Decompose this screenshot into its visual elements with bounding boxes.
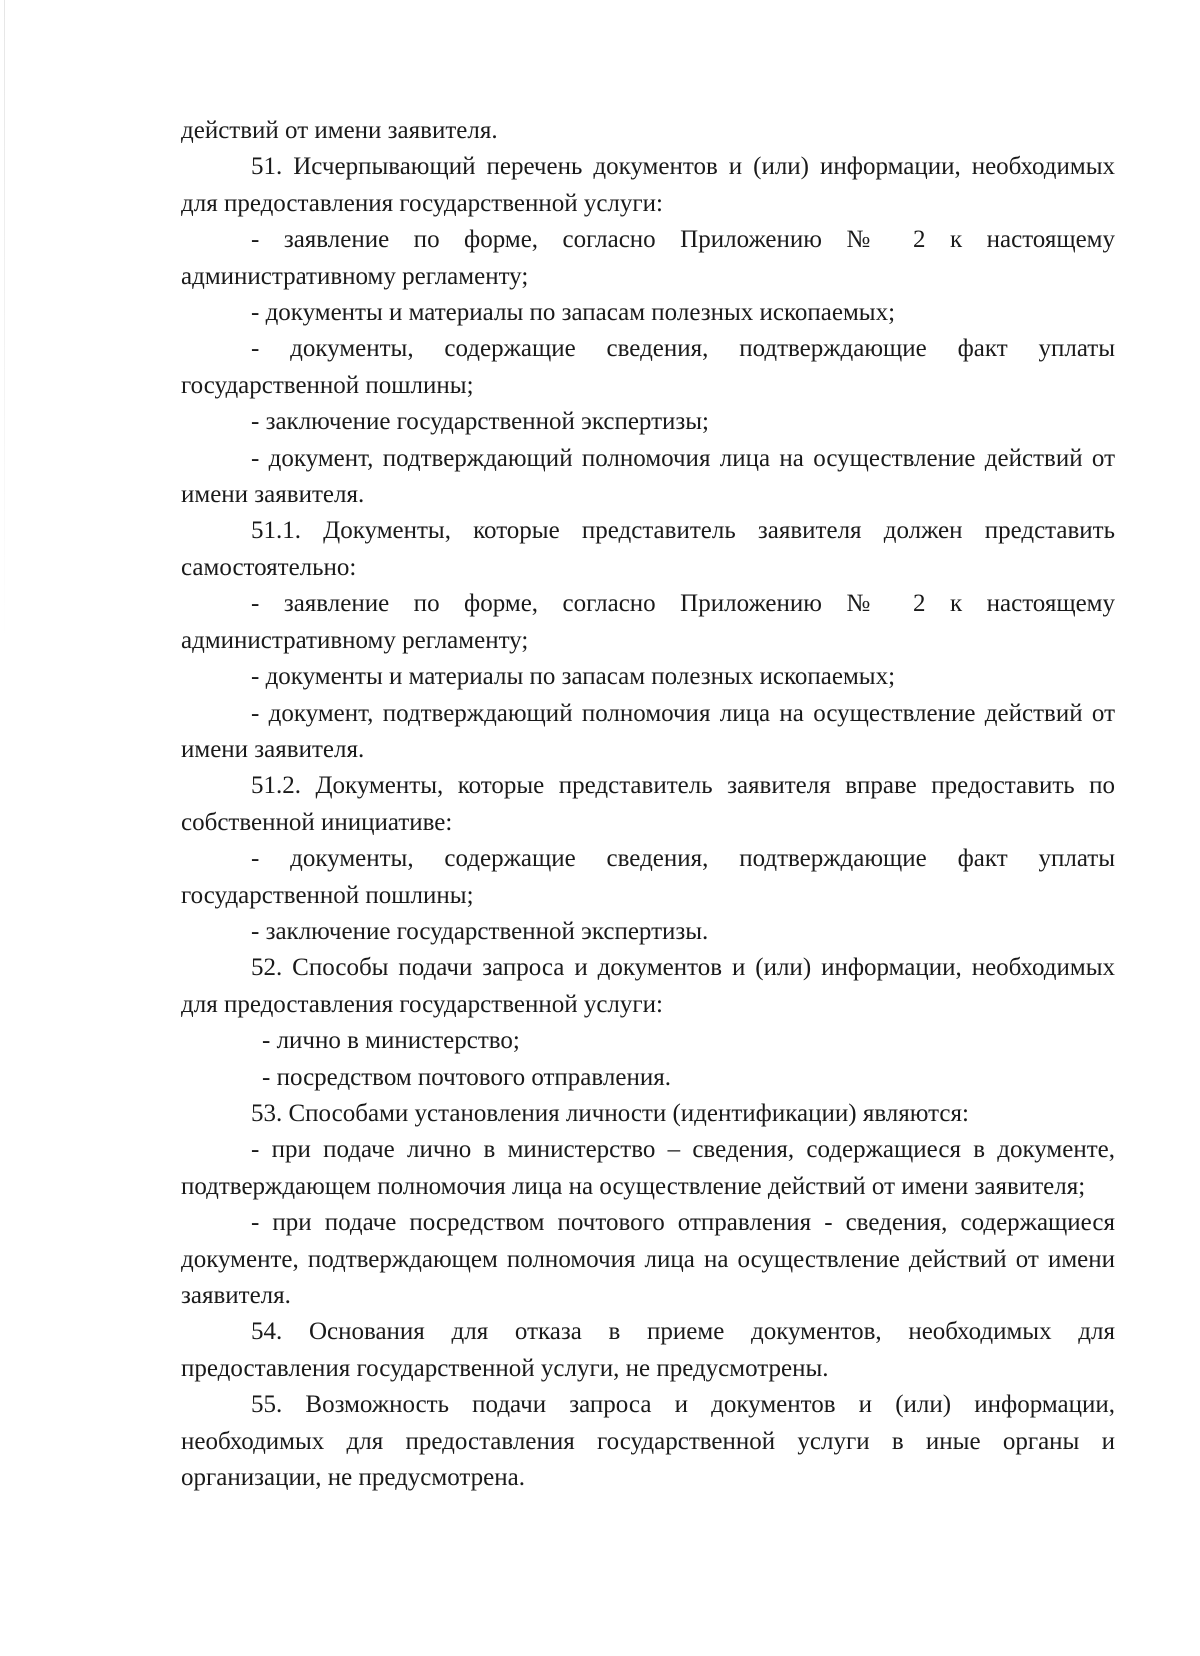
clause-53-item-1: - при подаче лично в министерство – сведения, содержащиеся в документе, подтверждающем полномочия лица на осуществление действий от имени заявителя; [181,1136,1115,1200]
clause-51-item-5: - документ, подтверждающий полномочия лица на осуществление действий от имени заявителя. [181,444,1115,509]
clause-53-item-2: - при подаче посредством почтового отправления - сведения, содержащиеся документе, подтверждающем полномочия лица на осуществление действий от имени заявителя. [181,1209,1115,1309]
clause-51-1-item-1: - заявление по форме, согласно Приложению № 2 к настоящему административному регламенту; [181,590,1115,654]
clause-52-item-2: - посредством почтового отправления. [262,1063,671,1091]
clause-52: 52. Способы подачи запроса и документов и (или) информации, необходимых для предоставления государственной услуги: [181,954,1115,1018]
clause-51-item-1: - заявление по форме, согласно Приложению № 2 к настоящему административному регламенту; [181,226,1115,290]
clause-51-1-item-2: - документы и материалы по запасам полезных ископаемых; [251,663,896,691]
clause-52-item-1: - лично в министерство; [262,1027,520,1055]
clause-55: 55. Возможность подачи запроса и документов и (или) информации, необходимых для предоставления государственной услуги в иные органы и организации, не предусмотрена. [181,1391,1115,1492]
clause-51-2-item-2: - заключение государственной экспертизы. [251,917,709,945]
clause-51-item-4: - заключение государственной экспертизы; [251,408,710,436]
opening-line: действий от имени заявителя. [181,117,498,144]
clause-51-2: 51.2. Документы, которые представитель заявителя вправе предоставить по собственной инициативе: [181,772,1115,836]
document-body [181,113,1115,1496]
clause-51-1-item-3: - документ, подтверждающий полномочия лица на осуществление действий от имени заявителя. [181,699,1115,763]
clause-54: 54. Основания для отказа в приеме документов, необходимых для предоставления государственной услуги, не предусмотрены. [181,1318,1115,1382]
clause-51-2-item-1: - документы, содержащие сведения, подтверждающие факт уплаты государственной пошлины; [181,845,1115,909]
clause-51-item-3: - документы, содержащие сведения, подтверждающие факт уплаты государственной пошлины; [181,335,1115,399]
clause-51-1: 51.1. Документы, которые представитель заявителя должен представить самостоятельно: [181,517,1115,581]
clause-53: 53. Способами установления личности (идентификации) являются: [251,1099,969,1127]
scan-edge-shadow [4,0,5,640]
clause-51-item-2: - документы и материалы по запасам полезных ископаемых; [251,299,896,327]
clause-51: 51. Исчерпывающий перечень документов и (или) информации, необходимых для предоставления государственной услуги: [181,153,1115,217]
